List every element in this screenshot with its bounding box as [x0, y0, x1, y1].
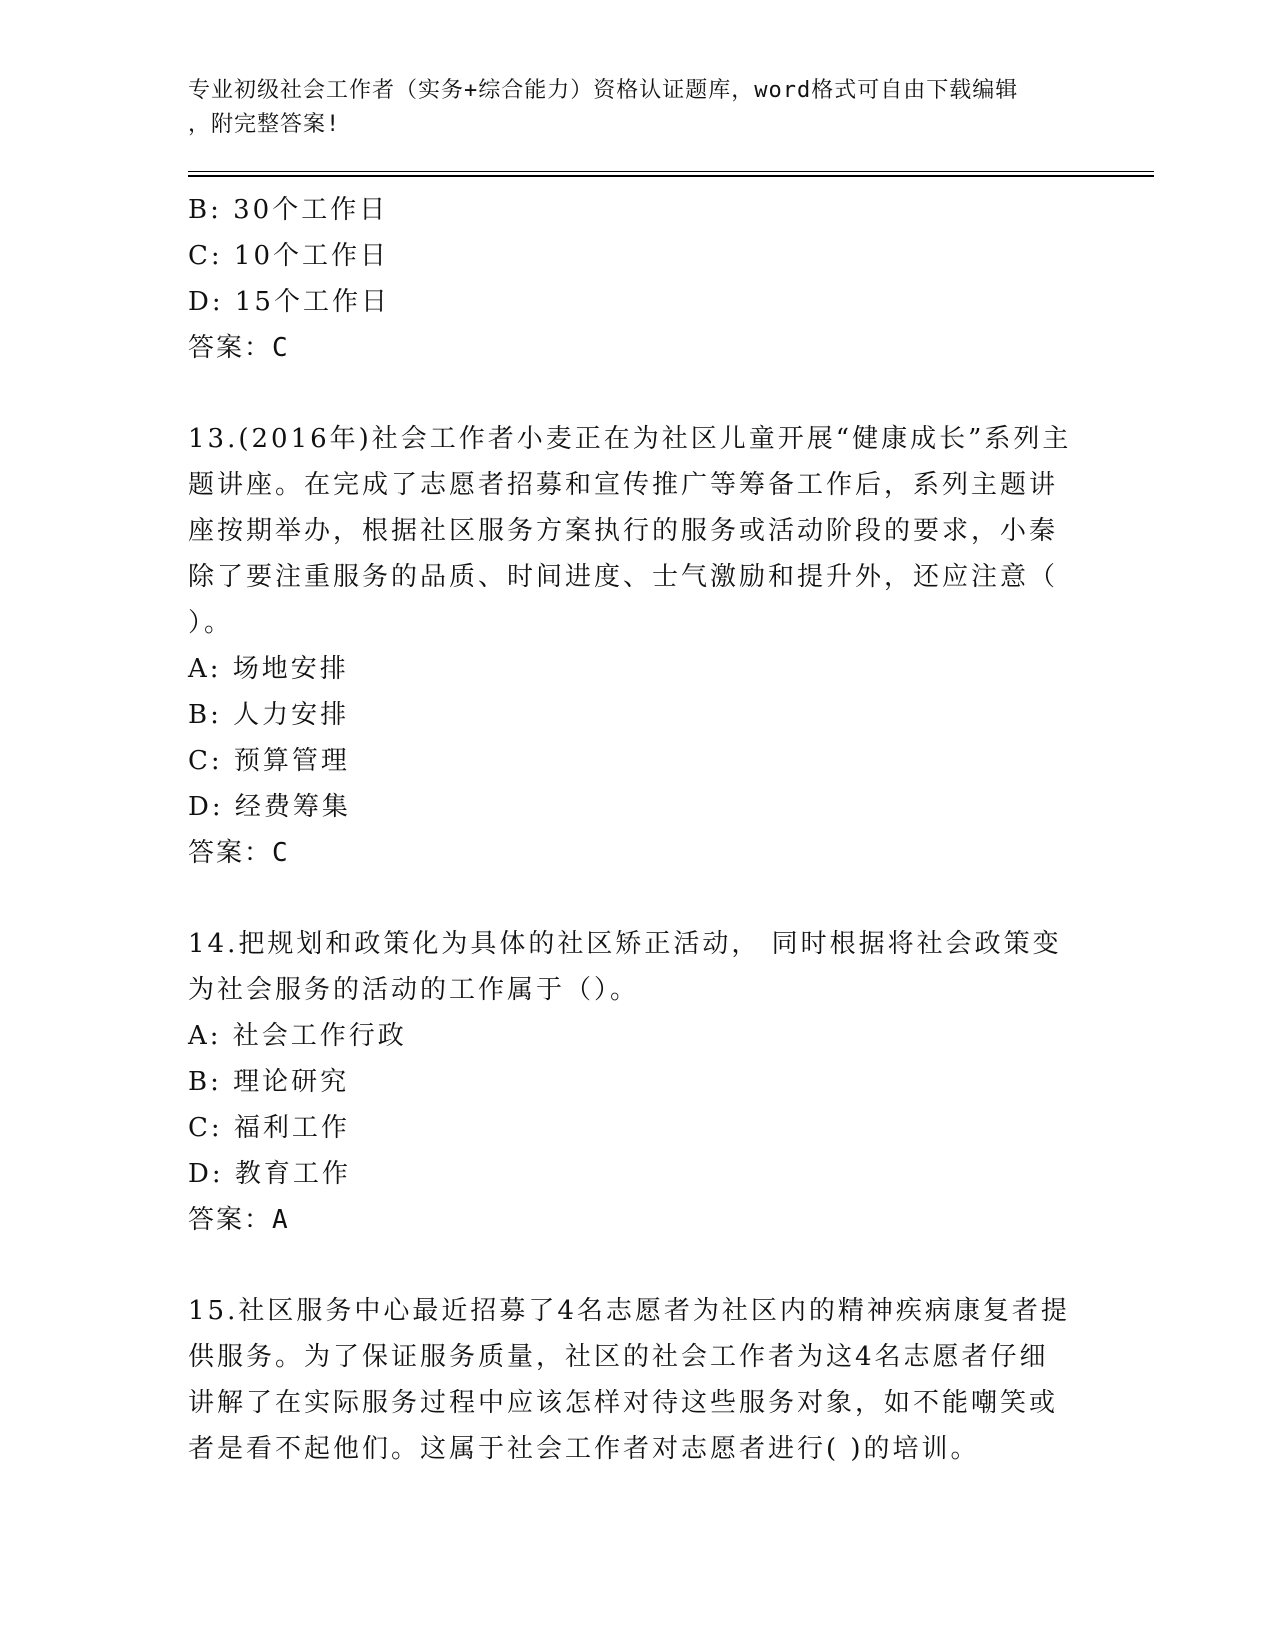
- answer-label: 答案：: [188, 1205, 273, 1235]
- option-c: C: 福利工作: [188, 1113, 350, 1143]
- option-b: B: 理论研究: [188, 1067, 350, 1097]
- question-content: [188, 187, 1088, 1472]
- answer-label: 答案：: [188, 838, 273, 868]
- option-c: C: 10个工作日: [188, 241, 390, 271]
- question-13: [188, 416, 1088, 876]
- question-12: [188, 187, 1088, 371]
- option-a: A: 场地安排: [188, 654, 349, 684]
- answer-line: [188, 325, 1088, 371]
- option-d: D: 经费筹集: [188, 792, 351, 822]
- question-stem-line: 14.把规划和政策化为具体的社区矫正活动， 同时根据将社会政策变: [188, 929, 1062, 959]
- answer-line: [188, 1197, 1088, 1243]
- question-stem-line: ）。: [188, 608, 234, 638]
- document-header: [188, 74, 1088, 142]
- header-line-2: ，附完整答案!: [188, 112, 341, 137]
- question-stem-line: 座按期举办，根据社区服务方案执行的服务或活动阶段的要求，小秦: [188, 516, 1059, 546]
- answer-value: A: [272, 1205, 290, 1235]
- question-stem-line: 15.社区服务中心最近招募了4名志愿者为社区内的精神疾病康复者提: [188, 1296, 1070, 1326]
- question-stem-line: 为社会服务的活动的工作属于（）。: [188, 975, 640, 1005]
- option-c: C: 预算管理: [188, 746, 350, 776]
- header-rule-thick: [188, 175, 1154, 177]
- answer-line: [188, 830, 1088, 876]
- question-14: [188, 921, 1088, 1243]
- question-stem-line: 供服务。为了保证服务质量，社区的社会工作者为这4名志愿者仔细: [188, 1342, 1049, 1372]
- answer-value: C: [272, 333, 290, 363]
- header-rule-thin: [188, 171, 1154, 172]
- answer-value: C: [272, 838, 290, 868]
- question-stem-line: 除了要注重服务的品质、时间进度、士气激励和提升外，还应注意（: [188, 562, 1059, 592]
- header-line-1: 专业初级社会工作者（实务+综合能力）资格认证题库，word格式可自由下载编辑: [188, 78, 1019, 103]
- option-b: B: 30个工作日: [188, 195, 389, 225]
- question-15: [188, 1288, 1088, 1472]
- option-d: D: 15个工作日: [188, 287, 390, 317]
- option-d: D: 教育工作: [188, 1159, 351, 1189]
- option-b: B: 人力安排: [188, 700, 350, 730]
- question-stem-line: 讲解了在实际服务过程中应该怎样对待这些服务对象，如不能嘲笑或: [188, 1388, 1059, 1418]
- question-stem-line: 者是看不起他们。这属于社会工作者对志愿者进行( )的培训。: [188, 1434, 980, 1464]
- option-a: A: 社会工作行政: [188, 1021, 407, 1051]
- answer-label: 答案：: [188, 333, 273, 363]
- question-stem-line: 题讲座。在完成了志愿者招募和宣传推广等筹备工作后，系列主题讲: [188, 470, 1059, 500]
- question-stem-line: 13.(2016年)社会工作者小麦正在为社区儿童开展“健康成长”系列主: [188, 424, 1072, 454]
